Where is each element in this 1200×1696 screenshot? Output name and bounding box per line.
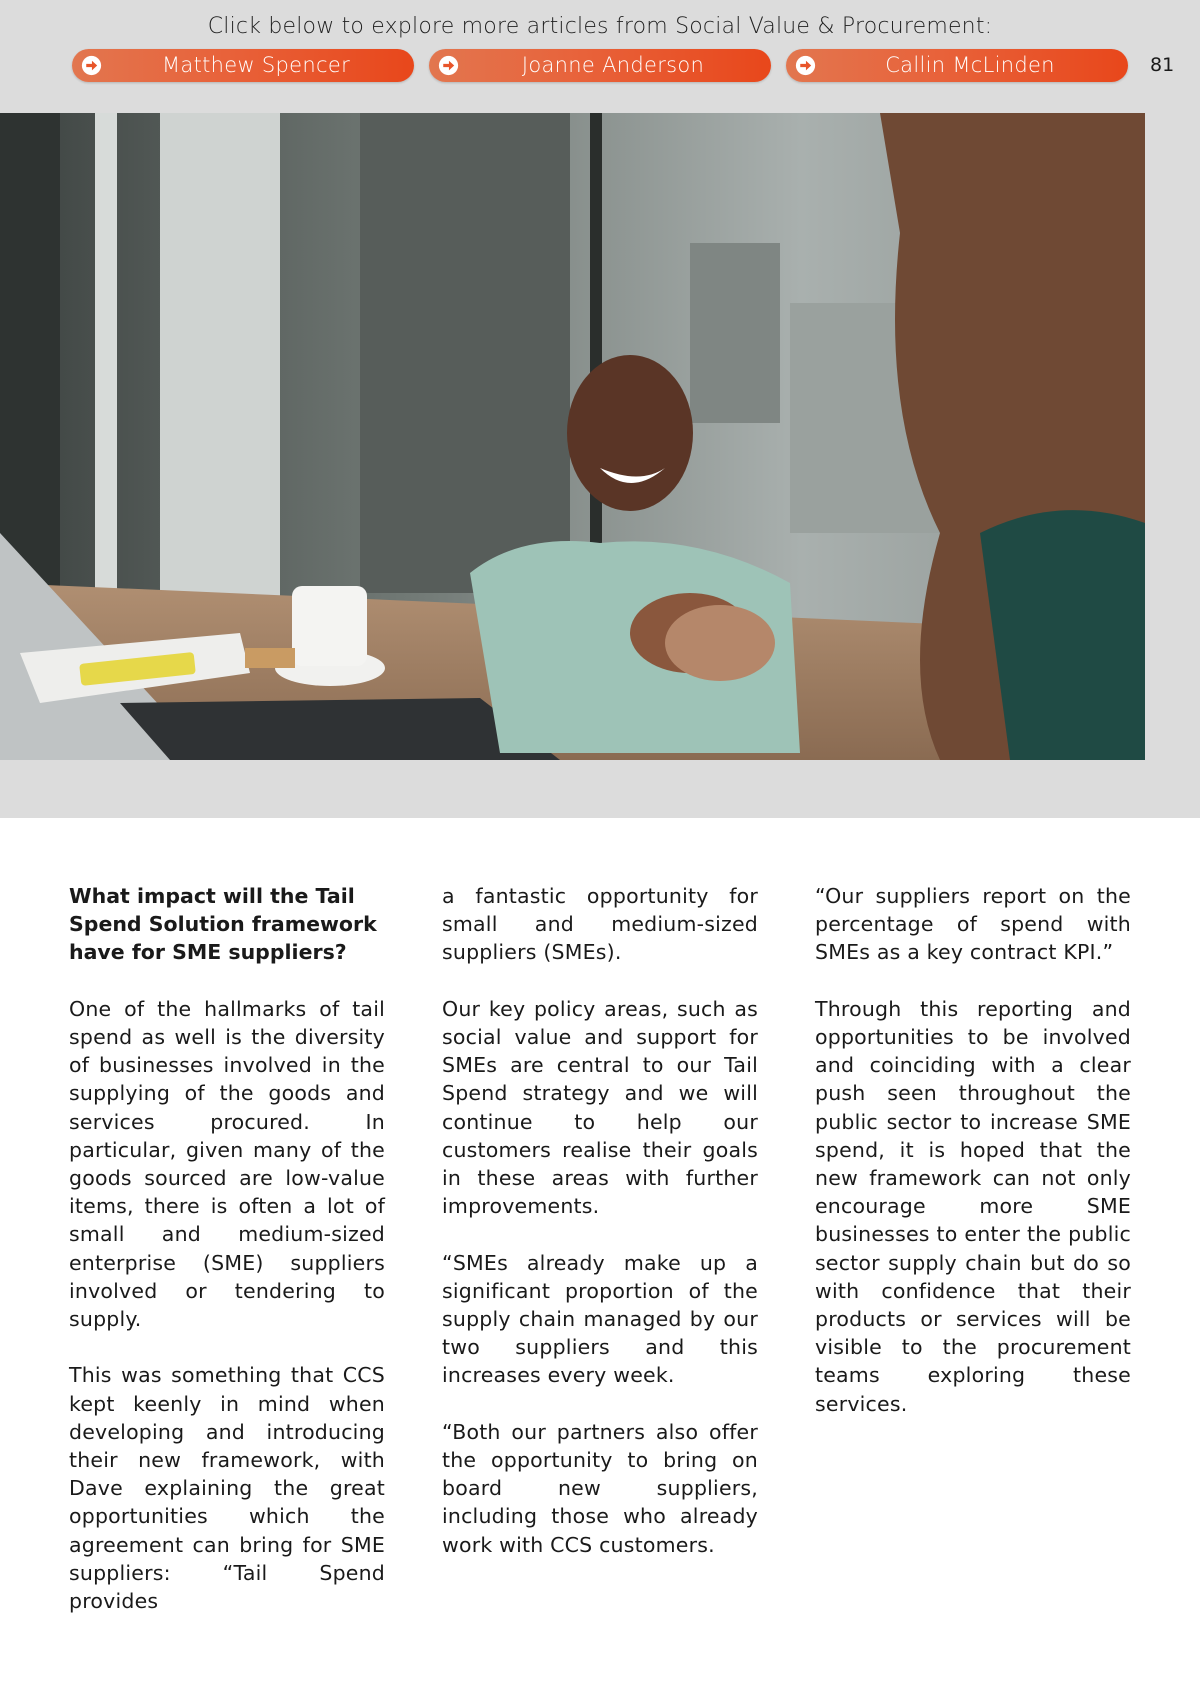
- article-paragraph: “Both our partners also offer the opportunity to bring on board new suppliers, including those who already work with CCS customers.: [442, 1419, 758, 1557]
- article-paragraph: “SMEs already make up a significant proportion of the supply chain managed by our two suppliers and this increases every week.: [442, 1250, 758, 1388]
- handshake-photo: [0, 113, 1145, 760]
- article-paragraph: Our key policy areas, such as social value and support for SMEs are central to our Tail Spend strategy and we will continue to help our customers realise their goals in these areas with further improvements.: [442, 996, 758, 1219]
- article-heading: What impact will the Tail Spend Solution framework have for SME suppliers?: [69, 884, 377, 965]
- article-link-label: Joanne Anderson: [521, 53, 705, 77]
- article-column-1: [69, 882, 385, 1643]
- article-paragraph: a fantastic opportunity for small and medium-sized suppliers (SMEs).: [442, 884, 758, 965]
- article-column-2: [442, 882, 758, 1587]
- arrow-right-circle-icon: [438, 55, 459, 76]
- article-paragraph: This was something that CCS kept keenly in mind when developing and introducing their new framework, with Dave explaining the great opportunities which the agreement can bring for SME suppliers: “Tail Spend provides: [69, 1363, 385, 1614]
- article-link-callin-mclinden[interactable]: [786, 49, 1128, 82]
- arrow-right-circle-icon: [795, 55, 816, 76]
- article-link-label: Callin McLinden: [885, 53, 1055, 77]
- article-paragraph: Through this reporting and opportunities to be involved and coinciding with a clear push seen throughout the public sector to increase SME spend, it is hoped that the new framework can not only encourage more SME businesses to enter the public sector supply chain but do so with confidence that their products or services will be visible to the procurement teams exploring these services.: [815, 996, 1131, 1416]
- page-number: 81: [1150, 54, 1175, 76]
- handshake-photo-illustration: [0, 113, 1145, 760]
- article-link-label: Matthew Spencer: [161, 53, 351, 77]
- article-column-3: [815, 882, 1131, 1446]
- article-paragraph: “Our suppliers report on the percentage of spend with SMEs as a key contract KPI.”: [815, 884, 1131, 965]
- article-link-matthew-spencer[interactable]: [72, 49, 414, 82]
- article-paragraph: One of the hallmarks of tail spend as well is the diversity of businesses involved in the supplying of the goods and services procured. In particular, given many of the goods sourced are low-value items, there is often a lot of small and medium-sized enterprise (SME) suppliers involved or tendering to supply.: [69, 996, 385, 1332]
- arrow-right-circle-icon: [81, 55, 102, 76]
- nav-caption: Click below to explore more articles from Social Value & Procurement:: [207, 14, 993, 39]
- article-link-joanne-anderson[interactable]: [429, 49, 771, 82]
